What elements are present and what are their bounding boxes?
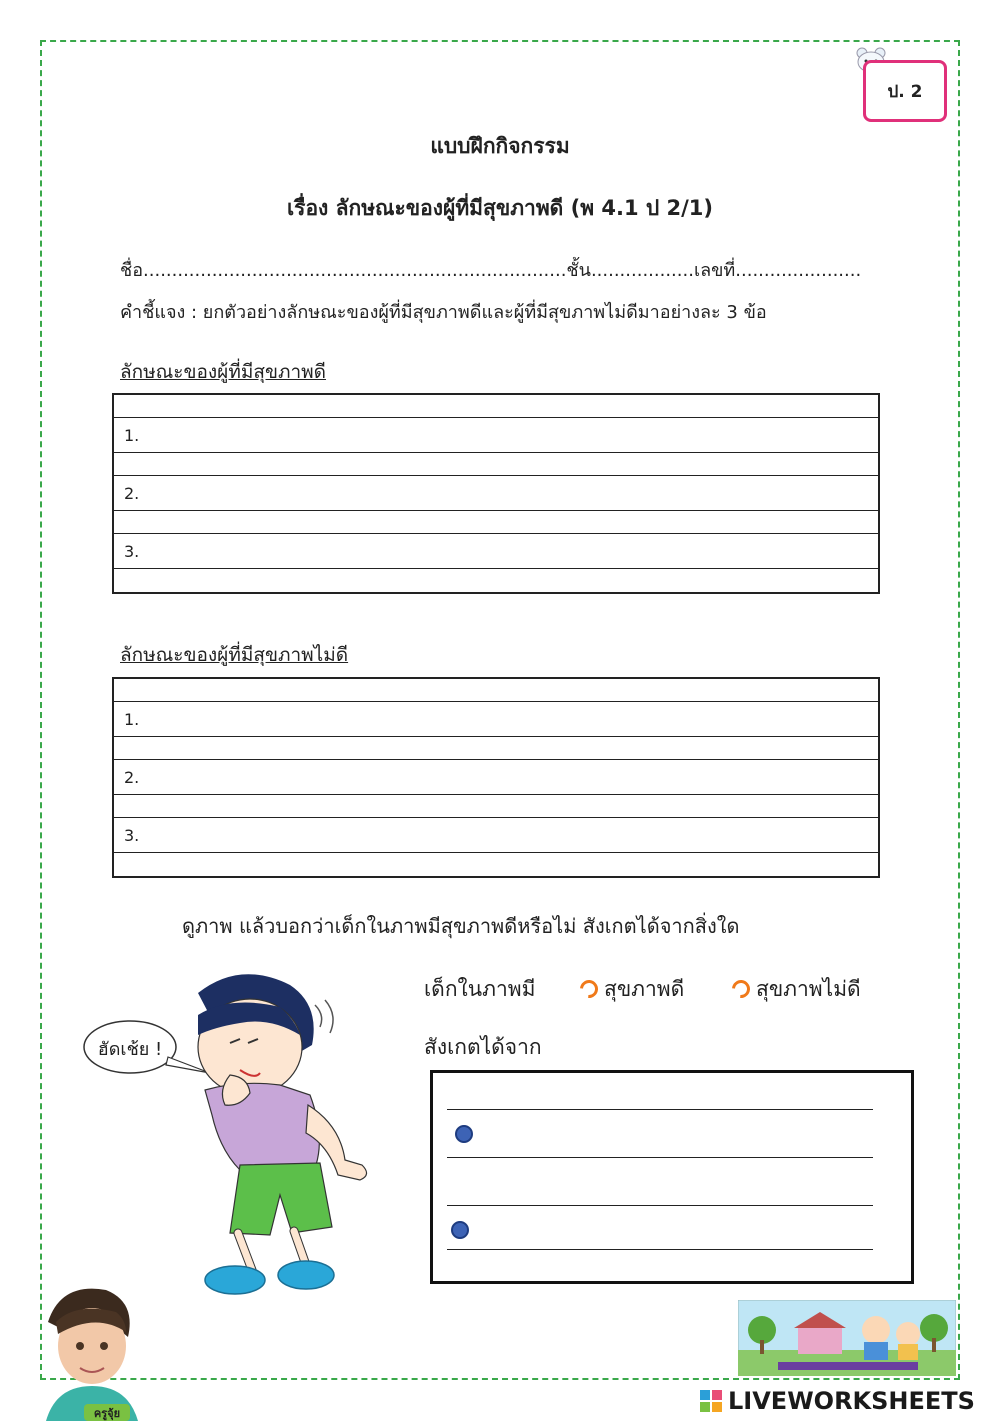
child-prompt: เด็กในภาพมี — [424, 977, 536, 1001]
bullet-icon — [451, 1221, 469, 1239]
answer-row-2[interactable] — [114, 760, 878, 795]
item-number: 1. — [124, 710, 140, 729]
answer-line-2[interactable] — [447, 1249, 873, 1250]
radio-icon[interactable] — [576, 976, 601, 1001]
grade-label: ป. 2 — [887, 81, 923, 102]
table-row — [114, 853, 878, 876]
option-good-label: สุขภาพดี — [604, 977, 685, 1001]
divider — [447, 1205, 873, 1206]
item-number: 2. — [124, 484, 140, 503]
item-number: 3. — [124, 542, 140, 561]
student-info-line[interactable]: ชื่อ..........................................................................ชั้น..................เลขที่...................... — [120, 260, 862, 281]
poor-health-table — [112, 677, 880, 878]
speech-bubble-text: ฮัดเช้ย ! — [97, 1039, 163, 1060]
item-number: 3. — [124, 826, 140, 845]
page-subtitle: เรื่อง ลักษณะของผู้ที่มีสุขภาพดี (พ 4.1 ป 2/1) — [286, 196, 714, 220]
answer-row-1[interactable] — [114, 418, 878, 453]
answer-row-2[interactable] — [114, 476, 878, 511]
school-banner-image — [738, 1300, 956, 1376]
good-health-heading: ลักษณะของผู้ที่มีสุขภาพดี — [120, 361, 327, 383]
answer-line-1[interactable] — [447, 1157, 873, 1158]
table-row — [114, 569, 878, 592]
item-number: 2. — [124, 768, 140, 787]
brand-mark-icon — [700, 1390, 722, 1412]
table-row — [114, 795, 878, 818]
brand-name: LIVEWORKSHEETS — [728, 1387, 975, 1415]
option-poor[interactable] — [732, 973, 861, 1006]
sneezing-boy-illustration — [80, 965, 390, 1315]
answer-row-1[interactable] — [114, 702, 878, 737]
instruction-text: คำชี้แจง : ยกตัวอย่างลักษณะของผู้ที่มีสุขภาพดีและผู้ที่มีสุขภาพไม่ดีมาอย่างละ 3 ข้อ — [120, 302, 767, 323]
liveworksheets-logo — [700, 1386, 975, 1416]
table-row — [114, 511, 878, 534]
grade-badge — [863, 60, 947, 122]
option-poor-label: สุขภาพไม่ดี — [756, 977, 861, 1001]
item-number: 1. — [124, 426, 140, 445]
answer-row-3[interactable] — [114, 534, 878, 569]
poor-health-heading: ลักษณะของผู้ที่มีสุขภาพไม่ดี — [120, 644, 349, 666]
table-row — [114, 395, 878, 418]
observation-box — [430, 1070, 914, 1284]
answer-row-3[interactable] — [114, 818, 878, 853]
option-good[interactable] — [580, 973, 684, 1006]
page-title: แบบฝึกกิจกรรม — [430, 134, 570, 158]
teacher-tag: ครูจุ้ย — [93, 1407, 121, 1420]
divider — [447, 1109, 873, 1110]
teacher-avatar — [36, 1282, 146, 1421]
observe-label: สังเกตได้จาก — [424, 1035, 542, 1059]
table-row — [114, 453, 878, 476]
table-row — [114, 737, 878, 760]
table-row — [114, 679, 878, 702]
radio-icon[interactable] — [728, 976, 753, 1001]
picture-question: ดูภาพ แล้วบอกว่าเด็กในภาพมีสุขภาพดีหรือไม่ สังเกตได้จากสิ่งใด — [182, 914, 740, 938]
good-health-table — [112, 393, 880, 594]
bullet-icon — [455, 1125, 473, 1143]
